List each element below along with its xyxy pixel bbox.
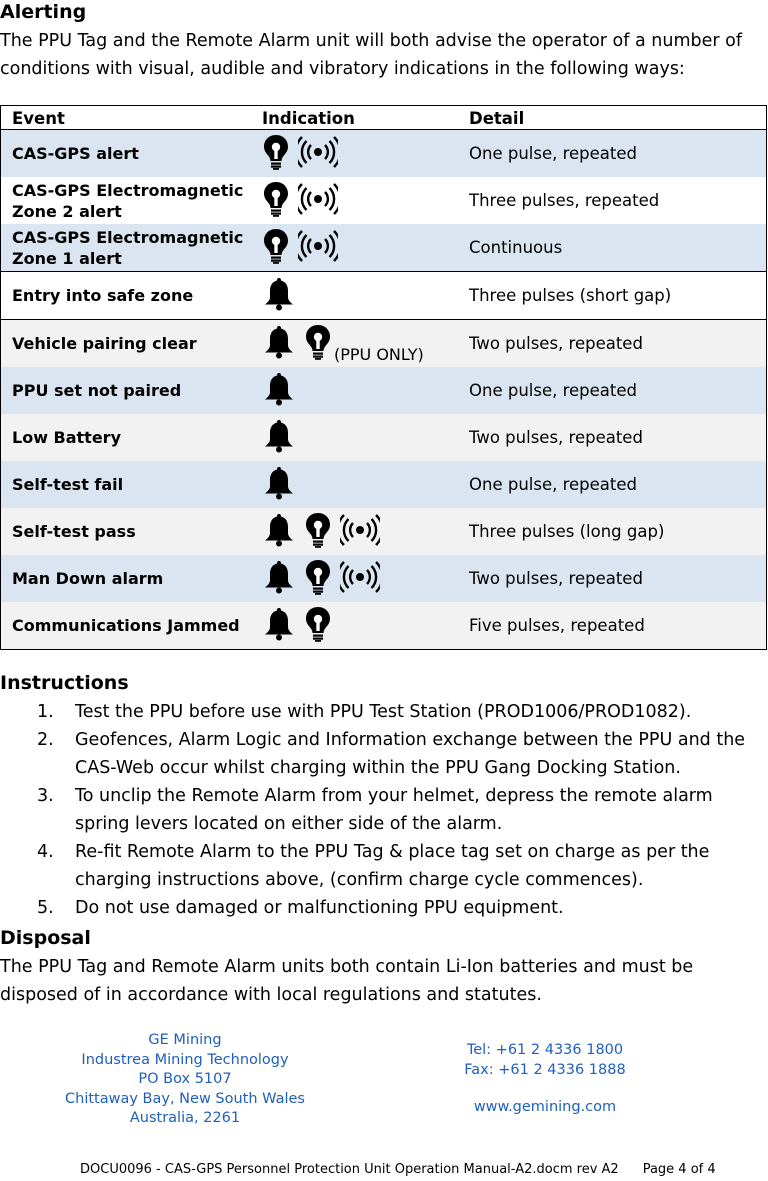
bell-icon: [262, 606, 296, 646]
event-cell: Low Battery: [1, 414, 253, 461]
vibrate-icon: [298, 228, 338, 268]
event-cell: CAS-GPS Electromagnetic Zone 1 alert: [1, 224, 253, 272]
instruction-text: Re-fit Remote Alarm to the PPU Tag & place tag set on charge as per the charging instructions above, (confirm charge cycle commences).: [75, 842, 710, 890]
vibrate-icon: [340, 559, 380, 599]
detail-cell: Continuous: [458, 224, 767, 272]
instruction-number: 2.: [37, 730, 54, 750]
indication-cell: [252, 367, 458, 414]
bulb-icon: [262, 181, 290, 221]
instruction-number: 4.: [37, 842, 54, 862]
document-footer: [80, 1162, 716, 1177]
bulb-icon: [304, 324, 332, 364]
event-cell: Vehicle pairing clear: [1, 320, 253, 368]
instruction-number: 1.: [37, 702, 54, 722]
page-number: Page 4 of 4: [642, 1162, 716, 1177]
alert-row: [1, 224, 767, 272]
alerting-intro: The PPU Tag and the Remote Alarm unit will both advise the operator of a number of conditions with visual, audible and vibratory indications in the following ways:: [0, 31, 742, 79]
alert-row: [1, 461, 767, 508]
address-line: Industrea Mining Technology: [81, 1051, 289, 1068]
event-cell: CAS-GPS alert: [1, 130, 253, 178]
event-cell: Man Down alarm: [1, 555, 253, 602]
detail-cell: One pulse, repeated: [458, 367, 767, 414]
alert-row: [1, 602, 767, 650]
detail-cell: One pulse, repeated: [458, 130, 767, 178]
instruction-text: Test the PPU before use with PPU Test Station (PROD1006/PROD1082).: [75, 702, 692, 722]
event-cell: Self-test pass: [1, 508, 253, 555]
bell-icon: [262, 512, 296, 552]
address-line: Australia, 2261: [129, 1110, 241, 1127]
phone-number: Tel: +61 2 4336 1800: [466, 1042, 624, 1058]
instruction-number: 3.: [37, 786, 54, 806]
bulb-icon: [304, 512, 332, 552]
header-detail: Detail: [458, 106, 767, 130]
alert-row: [1, 130, 767, 178]
instruction-number: 5.: [37, 898, 54, 918]
detail-cell: Two pulses, repeated: [458, 555, 767, 602]
bell-icon: [262, 324, 296, 364]
alert-row: [1, 414, 767, 461]
alert-row: [1, 320, 767, 368]
event-cell: Self-test fail: [1, 461, 253, 508]
instruction-text: Geofences, Alarm Logic and Information exchange between the PPU and the CAS-Web occur whilst charging within the PPU Gang Docking Station.: [75, 730, 746, 778]
event-cell: CAS-GPS Electromagnetic Zone 2 alert: [1, 177, 253, 224]
document-id: DOCU0096 - CAS-GPS Personnel Protection Unit Operation Manual-A2.docm rev A2: [80, 1162, 619, 1177]
instruction-text: To unclip the Remote Alarm from your helmet, depress the remote alarm spring levers located on either side of the alarm.: [75, 786, 713, 834]
alert-table-header: [1, 106, 767, 130]
indication-cell: [252, 602, 458, 650]
address-line: GE Mining: [148, 1032, 222, 1048]
indication-cell: [252, 414, 458, 461]
bulb-icon: [304, 606, 332, 646]
detail-cell: Two pulses, repeated: [458, 320, 767, 368]
bell-icon: [262, 465, 296, 505]
bulb-icon: [304, 559, 332, 599]
detail-cell: Three pulses (short gap): [458, 272, 767, 320]
indication-cell: [252, 130, 458, 178]
header-indication: Indication: [252, 106, 458, 130]
instruction-item: [0, 838, 766, 894]
disposal-text: The PPU Tag and Remote Alarm units both contain Li-Ion batteries and must be disposed of in accordance with local regulations and statutes.: [0, 957, 694, 1005]
indication-cell: [252, 508, 458, 555]
vibrate-icon: [298, 181, 338, 221]
bell-icon: [262, 371, 296, 411]
alert-row: [1, 177, 767, 224]
indication-cell: [252, 320, 458, 368]
bell-icon: [262, 276, 296, 316]
vibrate-icon: [298, 134, 338, 174]
website-link[interactable]: www.gemining.com: [473, 1099, 617, 1116]
alerting-heading: Alerting: [0, 1, 87, 23]
alert-row: [1, 555, 767, 602]
detail-cell: Five pulses, repeated: [458, 602, 767, 650]
alert-row: [1, 272, 767, 320]
bulb-icon: [262, 134, 290, 174]
indication-cell: [252, 272, 458, 320]
event-cell: Entry into safe zone: [1, 272, 253, 320]
indication-cell: [252, 555, 458, 602]
bell-icon: [262, 418, 296, 458]
company-address: [60, 1031, 310, 1129]
instruction-item: [0, 726, 766, 782]
ppu-only-note: (PPU ONLY): [334, 344, 424, 364]
indication-cell: [252, 177, 458, 224]
header-event: Event: [1, 106, 253, 130]
instructions-list: [0, 698, 766, 922]
bell-icon: [262, 559, 296, 599]
detail-cell: Three pulses, repeated: [458, 177, 767, 224]
instructions-heading: Instructions: [0, 672, 129, 694]
alert-row: [1, 508, 767, 555]
disposal-heading: Disposal: [0, 927, 91, 949]
alert-table: [0, 105, 767, 650]
detail-cell: One pulse, repeated: [458, 461, 767, 508]
fax-number: Fax: +61 2 4336 1888: [464, 1061, 626, 1078]
address-line: PO Box 5107: [138, 1071, 232, 1088]
instruction-item: [0, 782, 766, 838]
instruction-item: [0, 894, 766, 922]
address-line: Chittaway Bay, New South Wales: [65, 1090, 305, 1107]
detail-cell: Three pulses (long gap): [458, 508, 767, 555]
company-contact: [440, 1041, 650, 1118]
alert-row: [1, 367, 767, 414]
event-cell: Communications Jammed: [1, 602, 253, 650]
bulb-icon: [262, 228, 290, 268]
indication-cell: [252, 461, 458, 508]
detail-cell: Two pulses, repeated: [458, 414, 767, 461]
event-cell: PPU set not paired: [1, 367, 253, 414]
instruction-text: Do not use damaged or malfunctioning PPU equipment.: [75, 898, 564, 918]
indication-cell: [252, 224, 458, 272]
instruction-item: [0, 698, 766, 726]
vibrate-icon: [340, 512, 380, 552]
